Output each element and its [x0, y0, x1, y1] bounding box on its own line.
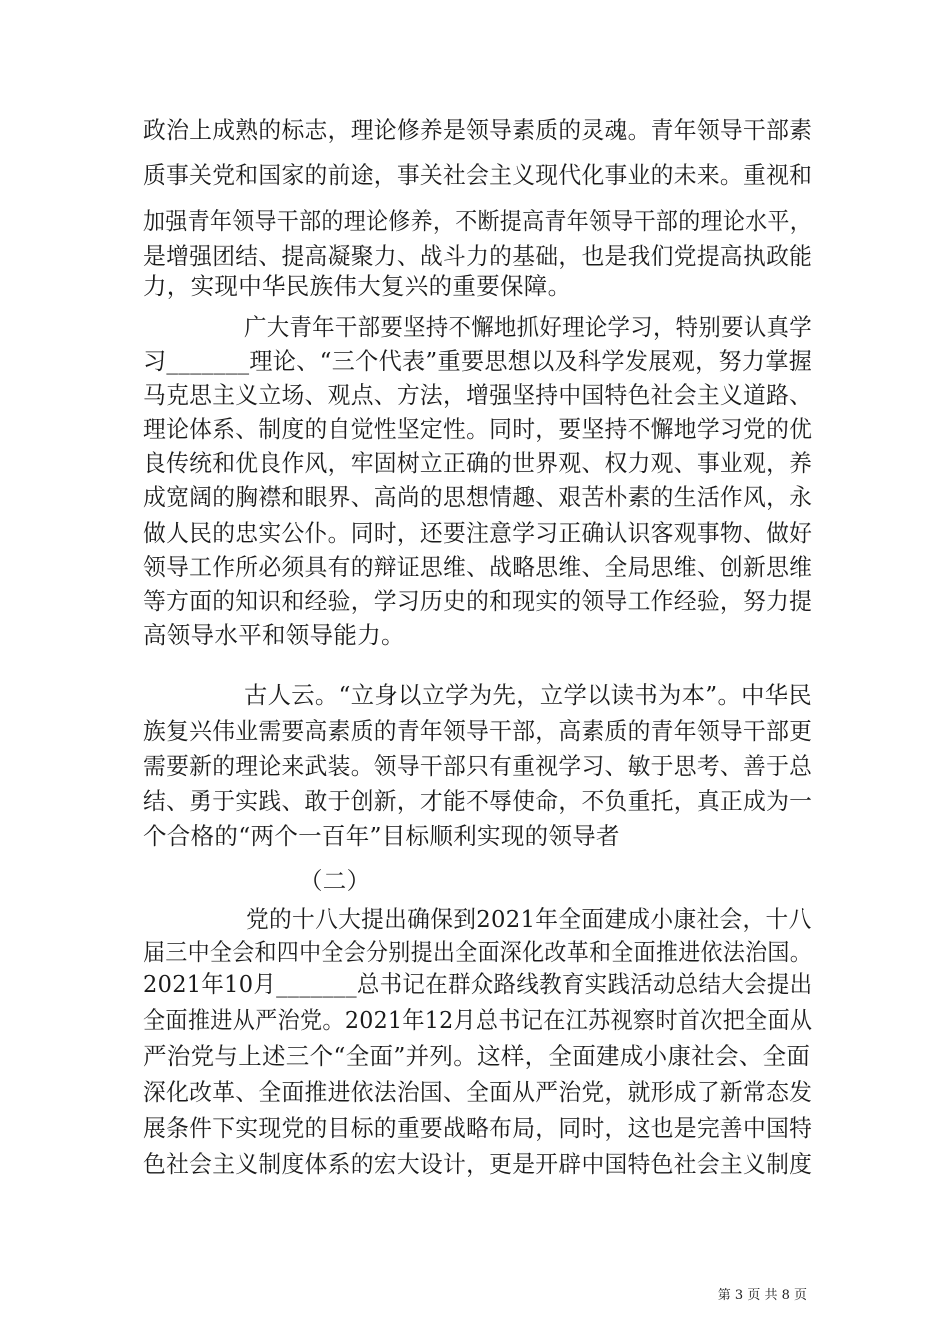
- text-line: 力，实现中华民族伟大复兴的重要保障。: [143, 272, 572, 300]
- text-line: 结、勇于实践、敢于创新，才能不辱使命，不负重托，真正成为一: [143, 787, 813, 815]
- text-line: 质事关党和国家的前途，事关社会主义现代化事业的未来。重视和: [143, 161, 813, 189]
- text-line: 个合格的“两个一百年”目标顺利实现的领导者: [143, 822, 620, 850]
- text-line: 2021年10月_______总书记在群众路线教育实践活动总结大会提出: [143, 970, 813, 998]
- paragraph-first-line: 党的十八大提出确保到2021年全面建成小康社会，十八: [246, 905, 812, 933]
- text-line: 等方面的知识和经验，学习历史的和现实的领导工作经验，努力提: [143, 587, 813, 615]
- text-line: 做人民的忠实公仆。同时，还要注意学习正确认识客观事物、做好: [143, 519, 813, 547]
- text-line: 高领导水平和领导能力。: [143, 621, 405, 649]
- text-line: 良传统和优良作风，牢固树立正确的世界观、权力观、事业观，养: [143, 449, 813, 477]
- text-line: 是增强团结、提高凝聚力、战斗力的基础，也是我们党提高执政能: [143, 242, 813, 270]
- text-line: 严治党与上述三个“全面”并列。这样，全面建成小康社会、全面: [143, 1042, 811, 1070]
- section-heading: （二）: [299, 867, 371, 895]
- text-line: 成宽阔的胸襟和眼界、高尚的思想情趣、艰苦朴素的生活作风，永: [143, 483, 813, 511]
- text-line: 领导工作所必须具有的辩证思维、战略思维、全局思维、创新思维: [143, 553, 813, 581]
- text-line: 需要新的理论来武装。领导干部只有重视学习、敏于思考、善于总: [143, 752, 813, 780]
- text-line: 色社会主义制度体系的宏大设计，更是开辟中国特色社会主义制度: [143, 1150, 813, 1178]
- text-line: 深化改革、全面推进依法治国、全面从严治党，就形成了新常态发: [143, 1078, 813, 1106]
- text-line: 马克思主义立场、观点、方法，增强坚持中国特色社会主义道路、: [143, 381, 813, 409]
- text-line: 族复兴伟业需要高素质的青年领导干部，高素质的青年领导干部更: [143, 717, 813, 745]
- paragraph-first-line: 古人云。“立身以立学为先，立学以读书为本”。中华民: [244, 681, 813, 709]
- text-line: 加强青年领导干部的理论修养，不断提高青年领导干部的理论水平，: [143, 207, 813, 235]
- paragraph-first-line: 广大青年干部要坚持不懈地抓好理论学习，特别要认真学: [244, 313, 812, 341]
- text-line: 习_______理论、“三个代表”重要思想以及科学发展观，努力掌握: [143, 347, 813, 375]
- text-line: 理论体系、制度的自觉性坚定性。同时，要坚持不懈地学习党的优: [143, 415, 813, 443]
- text-line: 政治上成熟的标志，理论修养是领导素质的灵魂。青年领导干部素: [143, 116, 813, 144]
- text-line: 届三中全会和四中全会分别提出全面深化改革和全面推进依法治国。: [143, 938, 813, 966]
- text-line: 展条件下实现党的目标的重要战略布局，同时，这也是完善中国特: [143, 1114, 813, 1142]
- text-line: 全面推进从严治党。2021年12月总书记在江苏视察时首次把全面从: [143, 1006, 813, 1034]
- page-number-footer: 第 3 页 共 8 页: [717, 1288, 807, 1303]
